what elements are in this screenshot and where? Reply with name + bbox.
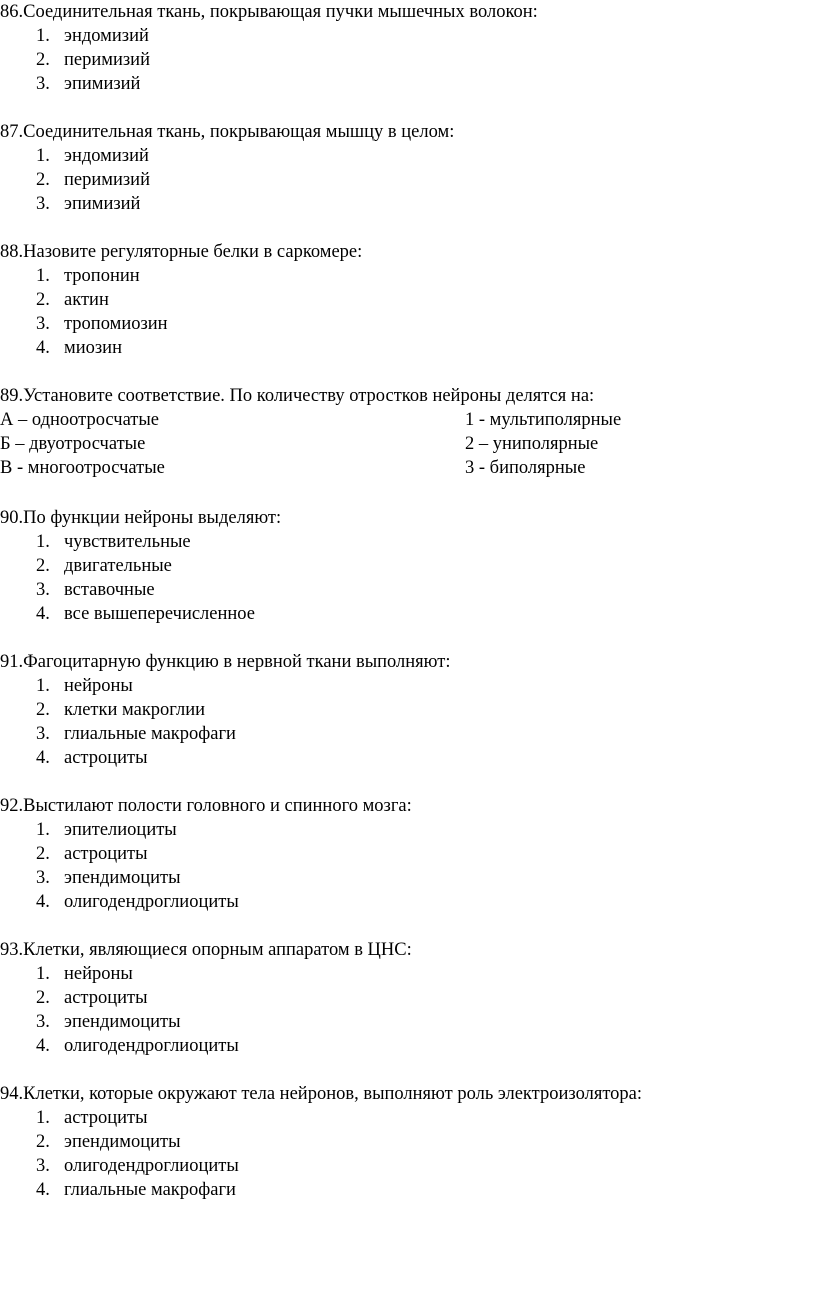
question-87 — [0, 120, 816, 216]
option — [0, 986, 816, 1010]
option-number: 1. — [36, 964, 50, 984]
option-text: эпимизий — [64, 194, 141, 214]
option-number: 1. — [36, 676, 50, 696]
option-number: 2. — [36, 170, 50, 190]
option — [0, 602, 816, 626]
option-number: 2. — [36, 844, 50, 864]
option-number: 2. — [36, 290, 50, 310]
option — [0, 144, 816, 168]
option-text: перимизий — [64, 170, 150, 190]
question-title: 93.Клетки, являющиеся опорным аппаратом в ЦНС: — [0, 940, 412, 960]
match-right: 1 - мультиполярные — [465, 410, 622, 430]
question-89 — [0, 384, 816, 480]
option-number: 3. — [36, 868, 50, 888]
question-91 — [0, 650, 816, 770]
option-number: 4. — [36, 748, 50, 768]
question-94 — [0, 1082, 816, 1202]
option-number: 3. — [36, 724, 50, 744]
option — [0, 554, 816, 578]
option — [0, 842, 816, 866]
option — [0, 48, 816, 72]
option — [0, 698, 816, 722]
question-title: 86.Соединительная ткань, покрывающая пучки мышечных волокон: — [0, 2, 538, 22]
option-number: 3. — [36, 580, 50, 600]
question-90 — [0, 506, 816, 626]
question-86 — [0, 0, 816, 96]
option — [0, 890, 816, 914]
option-number: 4. — [36, 338, 50, 358]
option-text: актин — [64, 290, 109, 310]
match-left: В - многоотросчатые — [0, 458, 165, 478]
option-text: астроциты — [64, 1108, 148, 1128]
option-number: 1. — [36, 532, 50, 552]
question-title: 89.Установите соответствие. По количеству отростков нейроны делятся на: — [0, 386, 595, 406]
option — [0, 168, 816, 192]
option — [0, 1034, 816, 1058]
option — [0, 1010, 816, 1034]
option-text: вставочные — [64, 580, 155, 600]
option-text: глиальные макрофаги — [64, 1180, 236, 1200]
option — [0, 818, 816, 842]
option — [0, 336, 816, 360]
question-93 — [0, 938, 816, 1058]
question-title: 91.Фагоцитарную функцию в нервной ткани выполняют: — [0, 652, 451, 672]
option-text: чувствительные — [64, 532, 191, 552]
option — [0, 1130, 816, 1154]
option-text: астроциты — [64, 844, 148, 864]
option — [0, 1178, 816, 1202]
option-number: 1. — [36, 26, 50, 46]
option-number: 3. — [36, 74, 50, 94]
option-number: 4. — [36, 604, 50, 624]
option-number: 1. — [36, 266, 50, 286]
option-text: эпимизий — [64, 74, 141, 94]
option-number: 3. — [36, 194, 50, 214]
question-88 — [0, 240, 816, 360]
option-text: олигодендроглиоциты — [64, 892, 239, 912]
match-right: 3 - биполярные — [465, 458, 586, 478]
option — [0, 578, 816, 602]
question-title: 87.Соединительная ткань, покрывающая мышцу в целом: — [0, 122, 455, 142]
option-number: 3. — [36, 1012, 50, 1032]
option-number: 2. — [36, 700, 50, 720]
option-text: перимизий — [64, 50, 150, 70]
option-number: 1. — [36, 146, 50, 166]
option-text: глиальные макрофаги — [64, 724, 236, 744]
option-number: 4. — [36, 1036, 50, 1056]
option-number: 2. — [36, 556, 50, 576]
option-number: 1. — [36, 1108, 50, 1128]
option-text: эпителиоциты — [64, 820, 177, 840]
match-right: 2 – униполярные — [465, 434, 599, 454]
option-text: эпендимоциты — [64, 868, 181, 888]
option — [0, 674, 816, 698]
option-text: двигательные — [64, 556, 172, 576]
question-title: 88.Назовите регуляторные белки в саркомере: — [0, 242, 363, 262]
option-number: 4. — [36, 1180, 50, 1200]
option-number: 4. — [36, 892, 50, 912]
option — [0, 312, 816, 336]
option — [0, 72, 816, 96]
question-title: 90.По функции нейроны выделяют: — [0, 508, 282, 528]
option — [0, 722, 816, 746]
option-number: 2. — [36, 50, 50, 70]
option — [0, 530, 816, 554]
option — [0, 192, 816, 216]
option-text: астроциты — [64, 748, 148, 768]
option — [0, 1106, 816, 1130]
match-row — [0, 456, 816, 480]
option-text: миозин — [64, 338, 122, 358]
question-title: 94.Клетки, которые окружают тела нейронов, выполняют роль электроизолятора: — [0, 1084, 643, 1104]
option-text: эндомизий — [64, 26, 149, 46]
option-text: эпендимоциты — [64, 1012, 181, 1032]
option-text: клетки макроглии — [64, 700, 205, 720]
option-text: все вышеперечисленное — [64, 604, 255, 624]
option — [0, 1154, 816, 1178]
question-92 — [0, 794, 816, 914]
option-number: 2. — [36, 1132, 50, 1152]
option-text: астроциты — [64, 988, 148, 1008]
option — [0, 288, 816, 312]
match-left: А – одноотросчатые — [0, 410, 160, 430]
option-number: 2. — [36, 988, 50, 1008]
option-text: нейроны — [64, 964, 133, 984]
option-number: 1. — [36, 820, 50, 840]
match-left: Б – двуотросчатые — [0, 434, 146, 454]
option-text: эндомизий — [64, 146, 149, 166]
option-text: нейроны — [64, 676, 133, 696]
option-number: 3. — [36, 314, 50, 334]
question-title: 92.Выстилают полости головного и спинного мозга: — [0, 796, 412, 816]
option-text: олигодендроглиоциты — [64, 1156, 239, 1176]
match-row — [0, 408, 816, 432]
option-text: тропомиозин — [64, 314, 168, 334]
option — [0, 24, 816, 48]
match-row — [0, 432, 816, 456]
option-text: тропонин — [64, 266, 140, 286]
option-text: олигодендроглиоциты — [64, 1036, 239, 1056]
option-number: 3. — [36, 1156, 50, 1176]
option — [0, 264, 816, 288]
option — [0, 746, 816, 770]
option — [0, 962, 816, 986]
option-text: эпендимоциты — [64, 1132, 181, 1152]
option — [0, 866, 816, 890]
